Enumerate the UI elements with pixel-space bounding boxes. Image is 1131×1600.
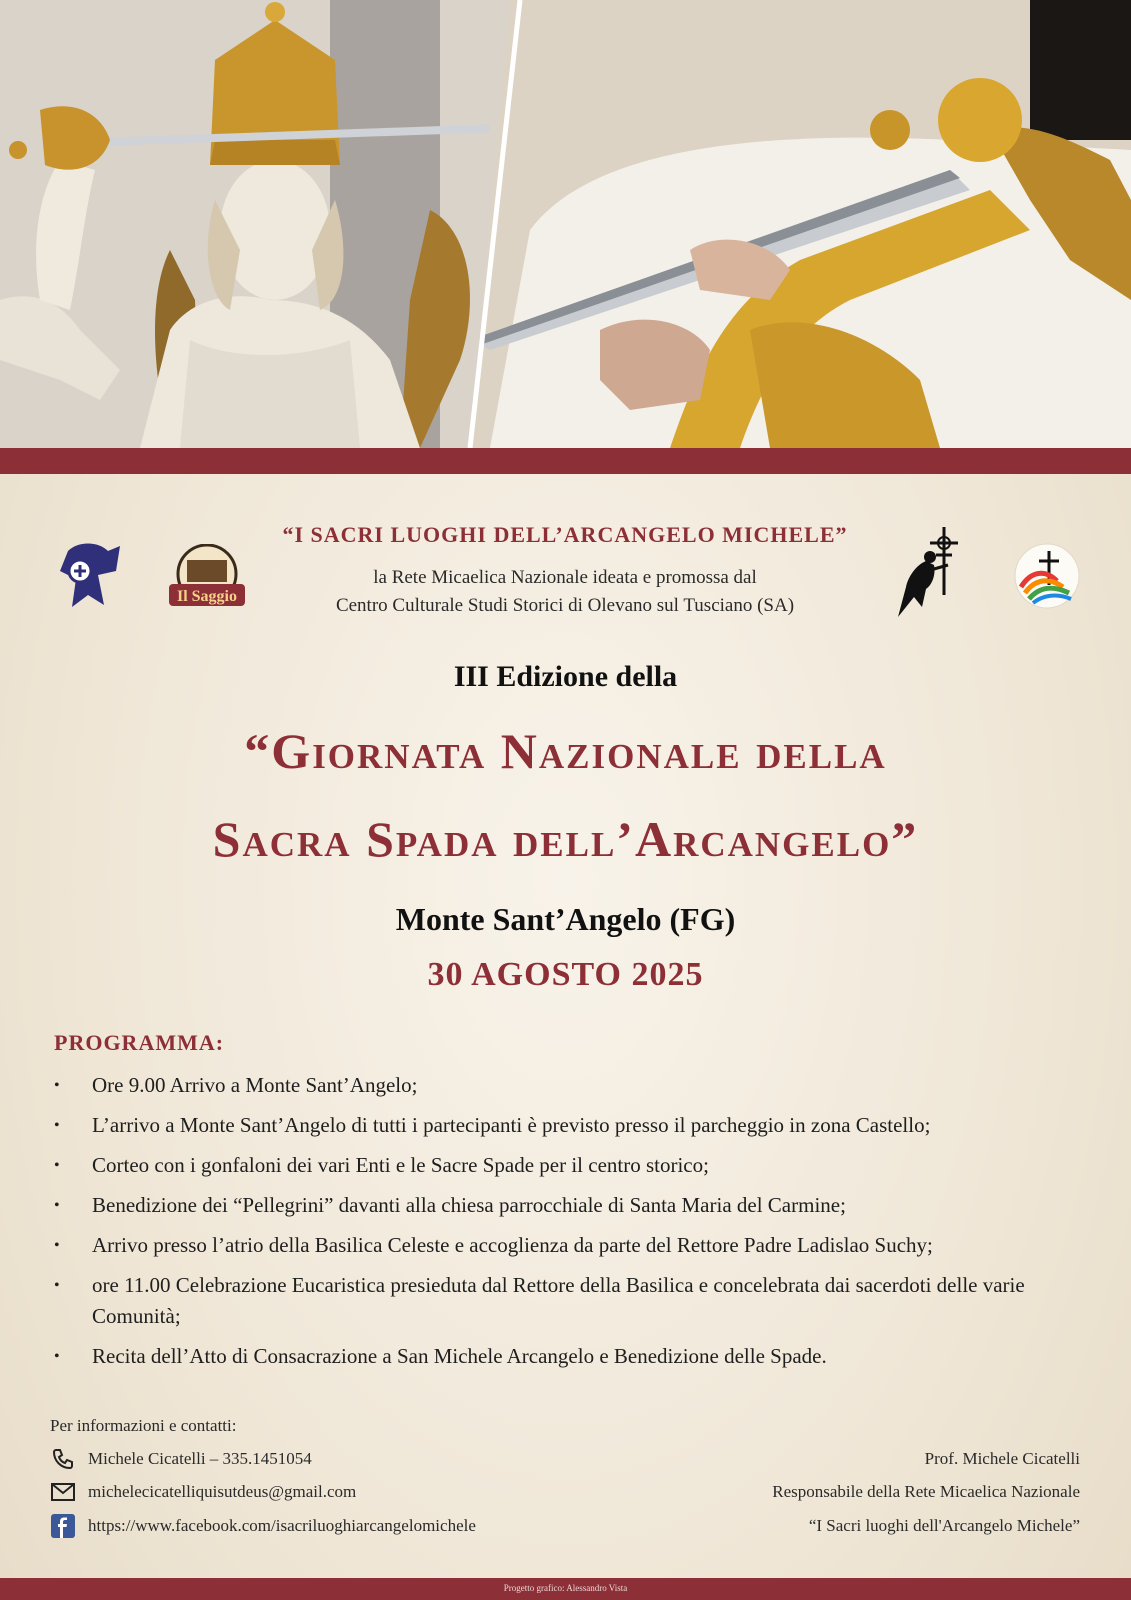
program-item-text: Recita dell’Atto di Consacrazione a San Michele Arcangelo e Benedizione delle Spade.	[92, 1344, 827, 1368]
program-list	[54, 1070, 1084, 1381]
program-item	[54, 1070, 1084, 1101]
program-item-text: ore 11.00 Celebrazione Eucaristica presieduta dal Rettore della Basilica e concelebrata dai sacerdoti delle varie Comunità;	[92, 1273, 1025, 1328]
edition-label: III Edizione della	[453, 660, 678, 693]
network-subtitle-line1: la Rete Micaelica Nazionale ideata e promossa dal	[373, 567, 757, 588]
bullet-icon: •	[54, 1277, 60, 1294]
program-item-text: Corteo con i gonfaloni dei vari Enti e le Sacre Spade per il centro storico;	[92, 1153, 709, 1177]
program-heading: PROGRAMMA:	[54, 1030, 225, 1055]
bullet-icon: •	[54, 1157, 60, 1174]
program-item	[54, 1341, 1084, 1372]
il-saggio-text: Il Saggio	[176, 588, 238, 605]
program-item-text: L’arrivo a Monte Sant’Angelo di tutti i partecipanti è previsto presso il parcheggio in zona Castello;	[92, 1113, 931, 1137]
event-title-line2: Sacra Spada dell’Arcangelo”	[212, 811, 919, 867]
network-subtitle-line2: Centro Culturale Studi Storici di Olevano sul Tusciano (SA)	[335, 595, 795, 616]
top-accent-bar	[0, 448, 1131, 474]
envelope-icon	[50, 1479, 76, 1505]
program-item	[54, 1230, 1084, 1261]
contact-facebook-link[interactable]: https://www.facebook.com/isacriluoghiarcangelomichele	[88, 1516, 476, 1535]
program-item	[54, 1110, 1084, 1141]
program-item-text: Ore 9.00 Arrivo a Monte Sant’Angelo;	[92, 1073, 418, 1097]
photo-divider	[0, 0, 1131, 448]
contact-phone	[50, 1446, 312, 1472]
event-date: 30 AGOSTO 2025	[427, 956, 704, 993]
phone-icon	[50, 1446, 76, 1472]
contact-phone-text: Michele Cicatelli – 335.1451054	[88, 1449, 312, 1468]
signature-name: Prof. Michele Cicatelli	[924, 1449, 1080, 1468]
bullet-icon: •	[54, 1197, 60, 1214]
graphic-credit: Progetto grafico: Alessandro Vista	[503, 1583, 628, 1593]
program-item	[54, 1190, 1084, 1221]
bullet-icon: •	[54, 1348, 60, 1365]
contact-email-link[interactable]: michelecicatelliquisutdeus@gmail.com	[88, 1482, 357, 1501]
program-item-text: Arrivo presso l’atrio della Basilica Celeste e accoglienza da parte del Rettore Padre Ladislao Suchy;	[92, 1233, 933, 1257]
hero-photos	[0, 0, 1131, 448]
archangel-emblem-icon	[58, 541, 124, 616]
event-location: Monte Sant’Angelo (FG)	[395, 901, 736, 937]
program-item	[54, 1150, 1084, 1181]
facebook-icon	[50, 1513, 76, 1539]
program-item-text: Benedizione dei “Pellegrini” davanti alla chiesa parrocchiale di Santa Maria del Carmine;	[92, 1193, 846, 1217]
signature-role: Responsabile della Rete Micaelica Nazionale	[772, 1482, 1080, 1501]
bullet-icon: •	[54, 1237, 60, 1254]
bullet-icon: •	[54, 1077, 60, 1094]
network-title: “I SACRI LUOGHI DELL’ARCANGELO MICHELE”	[282, 522, 848, 547]
signature-org: “I Sacri luoghi dell'Arcangelo Michele”	[808, 1516, 1080, 1535]
contacts-heading: Per informazioni e contatti:	[50, 1416, 237, 1435]
event-title-line1: “Giornata Nazionale della	[244, 723, 887, 779]
bullet-icon: •	[54, 1117, 60, 1134]
contact-email	[50, 1479, 356, 1505]
contact-facebook	[50, 1513, 476, 1539]
peregrinantes-logo	[1011, 541, 1083, 616]
program-item	[54, 1270, 1084, 1332]
